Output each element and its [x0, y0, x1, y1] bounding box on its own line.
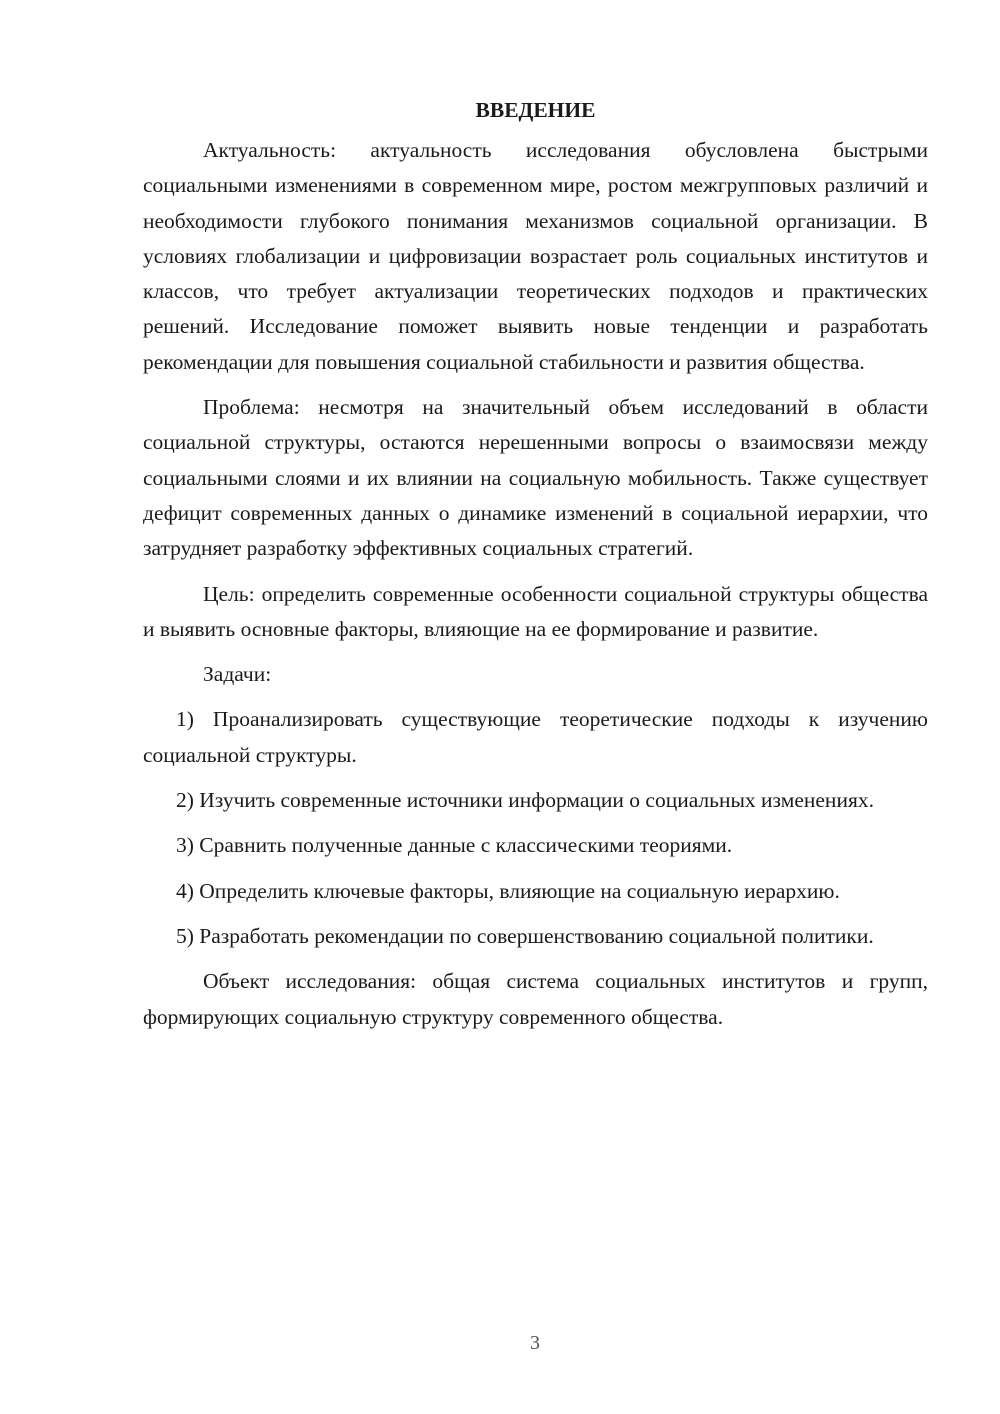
task-item: 2) Изучить современные источники информации о социальных изменениях.: [176, 788, 874, 813]
task-item: 3) Сравнить полученные данные с классическими теориями.: [176, 833, 733, 858]
relevance-paragraph: Актуальность: актуальность исследования обусловлена быстрыми социальными изменениями в современном мире, ростом межгрупповых различий и необходимости глубокого понимания механизмов социальной организации. В условиях глобализации и цифровизации возрастает роль социальных институтов и классов, что требует актуализации теоретических подходов и практических решений. Исследование поможет выявить новые тенденции и разработать рекомендации для повышения социальной стабильности и развития общества.: [143, 138, 928, 374]
document-body: [143, 93, 928, 1035]
task-item: 1) Проанализировать существующие теоретические подходы к изучению социальной структуры.: [143, 707, 928, 767]
goal-paragraph: Цель: определить современные особенности социальной структуры общества и выявить основные факторы, влияющие на ее формирование и развитие.: [143, 581, 928, 641]
section-title: ВВЕДЕНИЕ: [475, 98, 596, 122]
task-item: 5) Разработать рекомендации по совершенствованию социальной политики.: [176, 923, 874, 948]
page-number: 3: [530, 1332, 540, 1354]
object-paragraph: Объект исследования: общая система социальных институтов и групп, формирующих социальную структуру современного общества.: [143, 969, 928, 1029]
problem-paragraph: Проблема: несмотря на значительный объем исследований в области социальной структуры, остаются нерешенными вопросы о взаимосвязи между социальными слоями и их влиянии на социальную мобильность. Также существует дефицит современных данных о динамике изменений в социальной иерархии, что затрудняет разработку эффективных социальных стратегий.: [143, 395, 928, 561]
task-item: 4) Определить ключевые факторы, влияющие на социальную иерархию.: [176, 878, 840, 903]
tasks-heading: Задачи:: [203, 662, 272, 687]
